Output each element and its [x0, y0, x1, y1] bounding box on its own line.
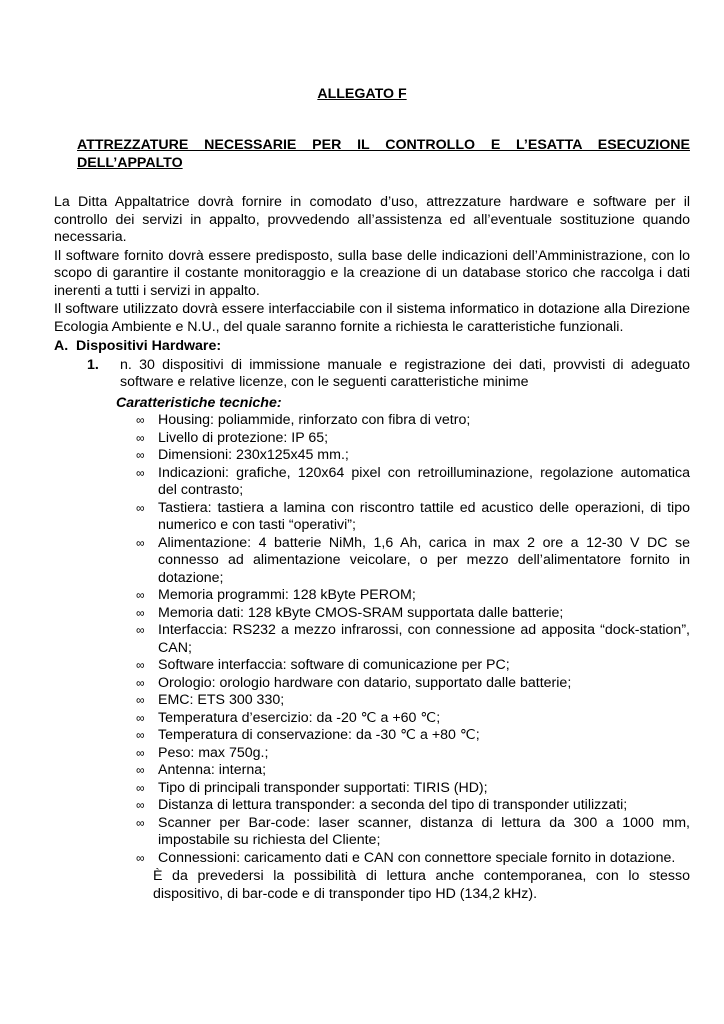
- paragraph-software-interfacciabile: Il software utilizzato dovrà essere interfacciabile con il sistema informatico in dotazione alla Direzione Ecologia Ambiente e N.U., del quale saranno fornite a richiesta le caratteristiche funzionali.: [54, 301, 690, 335]
- spec-item: [136, 762, 690, 780]
- numbered-item: [54, 357, 690, 392]
- closing-note: È da prevedersi la possibilità di lettura anche contemporanea, con lo stesso dispositivo, di bar-code e di transponder tipo HD (134,2 kHz).: [153, 868, 690, 902]
- infinity-bullet-icon: ∞: [136, 693, 145, 707]
- paragraph-intro: La Ditta Appaltatrice dovrà fornire in comodato d’uso, attrezzature hardware e software per il controllo dei servizi in appalto, provvedendo all’assistenza ed all’eventuale sostituzione quando necessaria.: [54, 194, 690, 245]
- infinity-bullet-icon: ∞: [136, 815, 145, 830]
- section-title-text: Dispositivi Hardware:: [76, 338, 222, 354]
- spec-item: [136, 814, 690, 850]
- spec-item: [136, 797, 690, 815]
- document-subheading: ATTREZZATURE NECESSARIE PER IL CONTROLLO E L’ESATTA ESECUZIONE DELL’APPALTO: [77, 137, 690, 171]
- spec-item: [136, 709, 690, 728]
- spec-item: [136, 674, 690, 693]
- spec-item: [136, 849, 690, 868]
- spec-item: [136, 622, 690, 657]
- spec-item: [136, 429, 690, 448]
- spec-text: Indicazioni: grafiche, 120x64 pixel con retroilluminazione, regolazione automatica del contrasto;: [158, 464, 690, 498]
- spec-item: [136, 464, 690, 500]
- spec-item: [136, 779, 690, 798]
- spec-text: Peso: max 750g.;: [158, 744, 269, 761]
- spec-text: Temperatura d’esercizio: da -20 ℃ a +60 ℃;: [158, 709, 441, 726]
- infinity-bullet-icon: ∞: [136, 500, 145, 515]
- infinity-bullet-icon: ∞: [136, 745, 145, 760]
- spec-item: [136, 692, 690, 710]
- document-body: [54, 194, 690, 903]
- spec-item: [136, 447, 690, 465]
- infinity-bullet-icon: ∞: [136, 710, 145, 725]
- infinity-bullet-icon: ∞: [136, 430, 145, 445]
- spec-text: EMC: ETS 300 330;: [158, 692, 285, 708]
- spec-text: Memoria dati: 128 kByte CMOS-SRAM supportata dalle batterie;: [158, 604, 564, 621]
- spec-text: Memoria programmi: 128 kByte PEROM;: [158, 587, 416, 603]
- infinity-bullet-icon: ∞: [136, 658, 145, 672]
- spec-text: Housing: poliammide, rinforzato con fibra di vetro;: [158, 412, 471, 428]
- infinity-bullet-icon: ∞: [136, 448, 145, 462]
- infinity-bullet-icon: ∞: [136, 763, 145, 777]
- spec-text: Connessioni: caricamento dati e CAN con connettore speciale fornito in dotazione.: [158, 849, 676, 866]
- infinity-bullet-icon: ∞: [136, 675, 145, 690]
- infinity-bullet-icon: ∞: [136, 413, 145, 427]
- infinity-bullet-icon: ∞: [136, 465, 145, 480]
- spec-text: Tastiera: tastiera a lamina con riscontro tattile ed acustico delle operazioni, di tipo numerico e con tasti “operativi”;: [158, 499, 690, 533]
- spec-item: [136, 604, 690, 623]
- item-text: n. 30 dispositivi di immissione manuale e registrazione dei dati, provvisti di adeguato software e relative licenze, con le seguenti caratteristiche minime: [120, 356, 690, 390]
- specs-title: Caratteristiche tecniche:: [116, 394, 282, 411]
- spec-text: Dimensioni: 230x125x45 mm.;: [158, 447, 349, 463]
- spec-item: [136, 499, 690, 535]
- infinity-bullet-icon: ∞: [136, 605, 145, 620]
- spec-text: Tipo di principali transponder supportati: TIRIS (HD);: [158, 779, 488, 796]
- spec-text: Temperatura di conservazione: da -30 ℃ a +80 ℃;: [158, 727, 480, 743]
- specs-list: [54, 412, 690, 867]
- spec-text: Alimentazione: 4 batterie NiMh, 1,6 Ah, carica in max 2 ore a 12-30 V DC se connesso ad alimentazione veicolare, o per mezzo dell’alimentatore fornito in dotazione;: [158, 534, 690, 586]
- document-heading: ALLEGATO F: [317, 86, 407, 102]
- spec-text: Livello di protezione: IP 65;: [158, 429, 329, 446]
- spec-text: Orologio: orologio hardware con datario, supportato dalle batterie;: [158, 674, 572, 691]
- infinity-bullet-icon: ∞: [136, 780, 145, 795]
- item-number: 1.: [87, 356, 99, 373]
- spec-text: Distanza di lettura transponder: a seconda del tipo di transponder utilizzati;: [158, 797, 628, 813]
- spec-item: [136, 727, 690, 745]
- spec-item: [136, 657, 690, 675]
- infinity-bullet-icon: ∞: [136, 535, 145, 550]
- spec-item: [136, 744, 690, 763]
- spec-item: [136, 587, 690, 605]
- spec-text: Interfaccia: RS232 a mezzo infrarossi, con connessione ad apposita “dock-station”, CAN;: [158, 622, 690, 656]
- infinity-bullet-icon: ∞: [136, 798, 145, 812]
- infinity-bullet-icon: ∞: [136, 728, 145, 742]
- spec-text: Software interfaccia: software di comunicazione per PC;: [158, 657, 510, 673]
- section-title: [54, 338, 690, 356]
- spec-item: [136, 412, 690, 430]
- spec-text: Antenna: interna;: [158, 762, 267, 778]
- spec-text: Scanner per Bar-code: laser scanner, distanza di lettura da 300 a 1000 mm, impostabile su richiesta del Cliente;: [158, 814, 690, 848]
- section-letter: A.: [54, 338, 69, 354]
- paragraph-software-predisposto: Il software fornito dovrà essere predisposto, sulla base delle indicazioni dell’Amministrazione, con lo scopo di garantire il costante monitoraggio e la creazione di un database storico che raccolga i dati inerenti a tutti i servizi in appalto.: [54, 247, 690, 299]
- infinity-bullet-icon: ∞: [136, 850, 145, 865]
- spec-item: [136, 534, 690, 588]
- infinity-bullet-icon: ∞: [136, 623, 145, 637]
- infinity-bullet-icon: ∞: [136, 588, 145, 602]
